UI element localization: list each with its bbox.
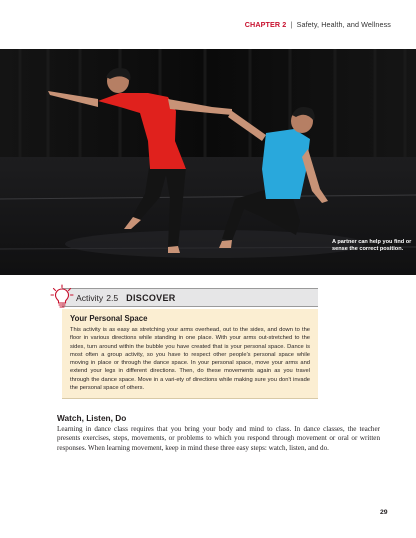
activity-number: 2.5: [106, 292, 119, 303]
lightbulb-icon: [50, 284, 74, 310]
activity-type: DISCOVER: [126, 292, 176, 303]
activity-title-bar: [62, 288, 318, 307]
running-header: [245, 20, 391, 29]
activity-heading: Your Personal Space: [70, 314, 148, 323]
activity-content: [62, 309, 318, 399]
header-separator: |: [290, 20, 293, 29]
activity-box: [50, 288, 318, 399]
chapter-label: CHAPTER 2: [244, 20, 287, 29]
page-number: 29: [380, 509, 388, 516]
section-watch-listen-do: [57, 413, 380, 453]
activity-text: This activity is as easy as stretching your arms overhead, out to the sides, and down to the floor in various directions while standing in one place. With your arms out-stretched to the sides, turn around within the bubble you have created that is your personal space. Dance is most often a group activity, so you have to respect other people's personal space while moving in place or through the dance space. In your personal space, move your arms and extend your legs in different directions. Then, do these movements again as you travel through the dance space. Move in a vari-ety of directions while making sure you don't invade the personal space of others.: [70, 327, 310, 392]
photo-caption: A partner can help you find or sense the correct position.: [332, 239, 412, 252]
chapter-title: Safety, Health, and Wellness: [296, 20, 391, 29]
activity-label: Activity: [76, 292, 104, 303]
section-body: Learning in dance class requires that you bring your body and mind to class. In dance classes, the teacher presents exercises, steps, movements, or problems to which you respond through movement or oral or written responses. When learning movement, keep in mind these three easy steps: watch, listen, and do.: [57, 425, 380, 452]
section-heading: Watch, Listen, Do: [57, 413, 127, 423]
